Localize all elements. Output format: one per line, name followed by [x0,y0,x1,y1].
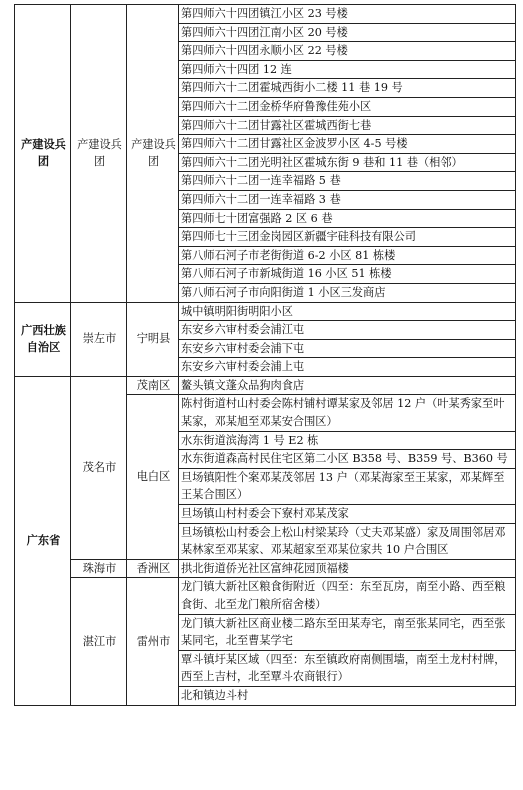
table-row [15,5,516,24]
area-cell: 鳌头镇文蓬众品狗肉食店 [179,376,516,395]
area-cell: 第四师六十二团一连幸福路 5 巷 [179,172,516,191]
province-cell: 广西壮族自治区 [15,302,71,376]
area-cell: 陈村街道村山村委会陈村铺村谭某家及邻居 12 户（叶某秀家至叶某家，邓某旭至邓某安合围区） [179,395,516,431]
district-cell: 产建设兵团 [127,5,179,303]
area-cell: 旦场镇山村村委会下寮村邓某茂家 [179,505,516,524]
area-cell: 第四师六十四团永顺小区 22 号楼 [179,42,516,61]
area-cell: 第四师六十四团镇江小区 23 号楼 [179,5,516,24]
area-cell: 城中镇明阳街明阳小区 [179,302,516,321]
area-cell: 东安乡六审村委会浦下屯 [179,339,516,358]
area-cell: 第四师六十四团江南小区 20 号楼 [179,23,516,42]
area-cell: 第八师石河子市老街街道 6-2 小区 81 栋楼 [179,246,516,265]
risk-area-table [14,4,516,706]
area-cell: 东安乡六审村委会浦江屯 [179,321,516,340]
area-cell: 旦场镇阳性个案邓某茂邻居 13 户（邓某海家至王某家，邓某辉至王某合围区） [179,468,516,504]
area-cell: 覃斗镇圩某区域（四至：东至镇政府南侧围墙，南至土龙村村牌，西至上吉村，北至覃斗农商银行） [179,650,516,686]
area-cell: 北和镇边斗村 [179,686,516,705]
table-row [15,376,516,395]
area-cell: 第四师六十二团一连幸福路 3 巷 [179,190,516,209]
area-cell: 第八师石河子市新城街道 16 小区 51 栋楼 [179,265,516,284]
district-cell: 雷州市 [127,578,179,705]
area-cell: 龙门镇大新社区粮食街附近（四至：东至瓦房，南至小路、西至粮食街、北至龙门粮所宿舍楼） [179,578,516,614]
area-cell: 拱北街道侨光社区富绅花园顶福楼 [179,559,516,578]
city-cell: 茂名市 [71,376,127,559]
area-cell: 第四师六十二团甘露社区金波罗小区 4-5 号楼 [179,135,516,154]
table-row [15,302,516,321]
province-cell: 广东省 [15,376,71,705]
area-cell: 第四师六十二团金桥华府鲁豫佳苑小区 [179,97,516,116]
district-cell: 茂南区 [127,376,179,395]
area-cell: 第四师六十二团甘露社区霍城西街七巷 [179,116,516,135]
table-row [15,578,516,614]
district-cell: 香洲区 [127,559,179,578]
area-cell: 第四师六十二团霍城西街小二楼 11 巷 19 号 [179,79,516,98]
city-cell: 产建设兵团 [71,5,127,303]
area-cell: 第四师六十四团 12 连 [179,60,516,79]
city-cell: 珠海市 [71,559,127,578]
area-cell: 东安乡六审村委会浦上屯 [179,358,516,377]
area-cell: 旦场镇松山村委会上松山村梁某玲（丈夫邓某盛）家及周围邻居邓某林家至邓某家、邓某超家至邓某位家共 10 户合围区 [179,523,516,559]
area-cell: 第四师七十三团金岗园区新疆宇硅科技有限公司 [179,228,516,247]
area-cell: 第八师石河子市向阳街道 1 小区三发商店 [179,283,516,302]
city-cell: 湛江市 [71,578,127,705]
area-cell: 水东街道森高村民住宅区第二小区 B358 号、B359 号、B360 号 [179,450,516,469]
district-cell: 电白区 [127,395,179,559]
area-cell: 第四师六十二团光明社区霍城东街 9 巷和 11 巷（相邻） [179,153,516,172]
area-cell: 第四师七十团富强路 2 区 6 巷 [179,209,516,228]
city-cell: 崇左市 [71,302,127,376]
table-row [15,559,516,578]
area-cell: 水东街道滨海湾 1 号 E2 栋 [179,431,516,450]
area-cell: 龙门镇大新社区商业楼二路东至田某寿宅，南至张某同宅，西至张某同宅，北至曹某学宅 [179,614,516,650]
province-cell: 产建设兵团 [15,5,71,303]
district-cell: 宁明县 [127,302,179,376]
